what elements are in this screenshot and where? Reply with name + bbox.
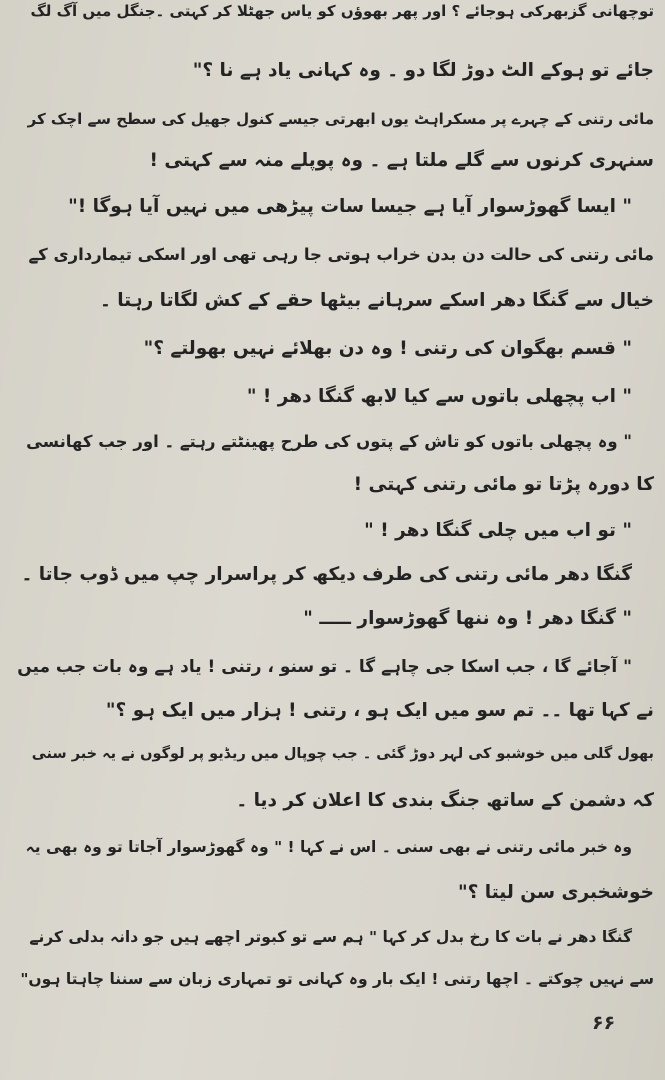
text-line: مائی رتنی کے چہرے پر مسکراہٹ یوں ابھرتی جیسے کنول جھیل کی سطح سے اچک کر: [27, 110, 654, 128]
text-line: مائی رتنی کی حالت دن بدن خراب ہوتی جا رہی تھی اور اسکی تیمارداری کے: [28, 245, 654, 264]
text-line: بھول گلی میں خوشبو کی لہر دوڑ گئی ۔ جب چوپال میں ریڈیو پر لوگوں نے یہ خبر سنی: [31, 746, 654, 762]
text-line: توچھانی گزبھرکی ہوجائے ؟ اور پھر بھوؤں کو یاس جھٹلا کر کہتی ۔جنگل میں آگ لگ: [30, 2, 654, 20]
text-line: خوشخبری سن لیتا ؟": [457, 882, 654, 903]
page-number: ۶۶: [592, 1012, 616, 1034]
text-line: نے کہا تھا ۔۔ تم سو میں ایک ہو ، رتنی ! ہزار میں ایک ہو ؟": [105, 700, 654, 721]
text-line: کا دورہ پڑتا تو مائی رتنی کہتی !: [353, 474, 654, 495]
text-line: جائے تو ہوکے الٹ دوڑ لگا دو ۔ وہ کہانی یاد ہے نا ؟": [192, 60, 654, 81]
text-line: گنگا دھر نے بات کا رخ بدل کر کہا " ہم سے تو کبوتر اچھے ہیں جو دانہ بدلی کرنے: [29, 928, 632, 946]
text-line: وہ خبر مائی رتنی نے بھی سنی ۔ اس نے کہا ! " وہ گھوڑسوار آجاتا تو وہ بھی یہ: [25, 838, 632, 856]
text-line: " قسم بھگوان کی رتنی ! وہ دن بھلائے نہیں بھولتے ؟": [143, 338, 632, 359]
text-line: سے نہیں چوکتے ۔ اچھا رتنی ! ایک بار وہ کہانی تو تمہاری زبان سے سننا چاہتا ہوں": [20, 970, 654, 988]
text-line: گنگا دھر مائی رتنی کی طرف دیکھ کر پراسرار چپ میں ڈوب جاتا ۔: [21, 564, 632, 585]
text-line: خیال سے گنگا دھر اسکے سرہانے بیٹھا حقے کے کش لگاتا رہتا ۔: [99, 290, 654, 311]
text-line: " اب پچھلی باتوں سے کیا لابھ گنگا دھر ! ": [246, 386, 632, 407]
text-line: " آجائے گا ، جب اسکا جی چاہے گا ۔ تو سنو ، رتنی ! یاد ہے وہ بات جب میں: [17, 657, 632, 677]
text-line: " وہ پچھلی باتوں کو تاش کے پتوں کی طرح پھینٹتے رہتے ۔ اور جب کھانسی: [26, 432, 632, 451]
text-line: " تو اب میں چلی گنگا دھر ! ": [364, 520, 632, 541]
text-line: " گنگا دھر ! وہ ننھا گھوڑسوار ـــــ ": [303, 608, 632, 629]
text-line: کہ دشمن کے ساتھ جنگ بندی کا اعلان کر دیا ۔: [236, 790, 654, 811]
text-line: " ایسا گھوڑسوار آیا ہے جیسا سات پیڑھی میں نہیں آیا ہوگا !": [68, 196, 632, 217]
text-line: سنہری کرنوں سے گلے ملتا ہے ۔ وہ پوپلے منہ سے کہتی !: [149, 150, 654, 171]
